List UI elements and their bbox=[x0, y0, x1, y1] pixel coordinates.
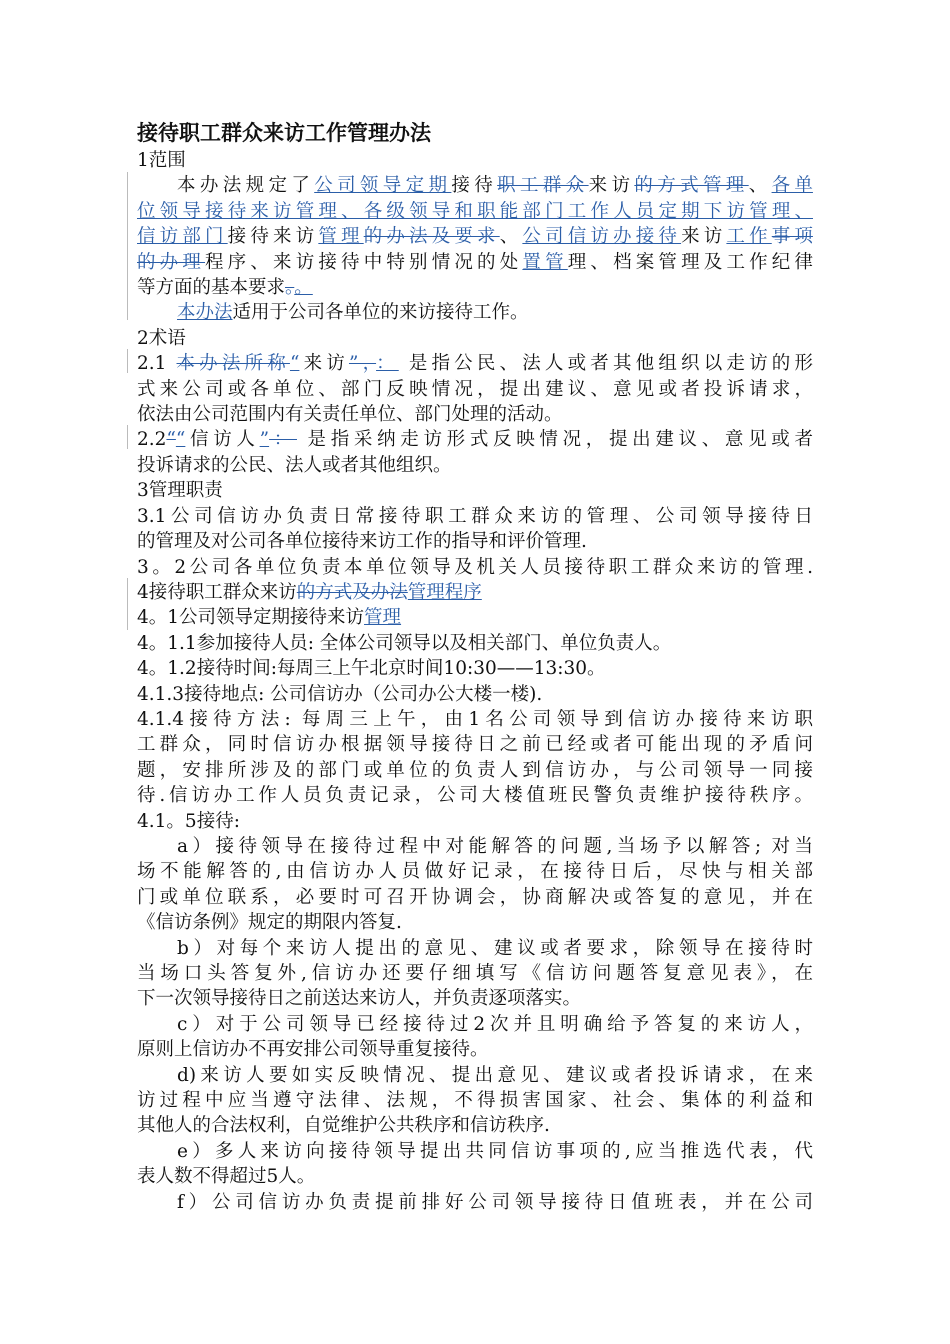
text-run: 原则上信访办不再安排公司领导重复接待。 bbox=[137, 1039, 489, 1061]
text-run: 4。1公司领导定期接待来访 bbox=[137, 607, 365, 629]
text-line bbox=[137, 504, 813, 529]
text-line bbox=[137, 300, 813, 325]
inserted-text: 本办法 bbox=[177, 302, 233, 324]
deleted-text: 的办法及要求 bbox=[363, 226, 500, 248]
inserted-text: 管理程序 bbox=[407, 581, 482, 603]
text-line bbox=[137, 656, 813, 681]
text-run: 2.2 bbox=[137, 429, 167, 451]
text-run: 投诉请求的公民、法人或者其他组织。 bbox=[137, 454, 452, 476]
section-heading bbox=[137, 148, 813, 173]
text-run: 式来公司或各单位、部门反映情况，提出建议、意见或者投诉请求， bbox=[137, 378, 813, 400]
text-run: c）对于公司领导已经接待过2次并且明确给予答复的来访人， bbox=[177, 1013, 813, 1035]
inserted-text: 置管 bbox=[522, 251, 568, 273]
text-line bbox=[137, 961, 813, 986]
revision-bar bbox=[127, 172, 128, 320]
text-run: 来访 bbox=[299, 353, 349, 375]
text-line bbox=[137, 427, 813, 452]
text-run: 4.1。5接待: bbox=[137, 810, 240, 832]
text-run: 的管理及对公司各单位接待来访工作的指导和评价管理. bbox=[137, 531, 587, 553]
text-run: 依法由公司范围内有关责任单位、部门处理的活动。 bbox=[137, 404, 563, 426]
deleted-text: 本办法所称 bbox=[176, 353, 290, 375]
text-line bbox=[137, 834, 813, 859]
text-line bbox=[137, 275, 813, 300]
deleted-text: 职工群众 bbox=[497, 175, 589, 197]
text-run: 、 bbox=[499, 226, 523, 248]
revision-bar bbox=[127, 349, 128, 373]
deleted-text: “ bbox=[166, 429, 176, 451]
text-run: 是指公民、法人或者其他组织以走访的形 bbox=[398, 353, 813, 375]
inserted-text: 公司领导定期 bbox=[314, 175, 452, 197]
text-run: 访过程中应当遵守法律、法规，不得损害国家、社会、集体的利益和 bbox=[137, 1090, 813, 1112]
text-line bbox=[137, 732, 813, 757]
text-line bbox=[137, 377, 813, 402]
inserted-text: 信访部门 bbox=[137, 226, 228, 248]
document-title: 接待职工群众来访工作管理办法 bbox=[137, 121, 431, 145]
text-line bbox=[137, 224, 813, 249]
section-heading bbox=[137, 326, 813, 351]
text-run: 2.1 bbox=[137, 353, 177, 375]
text-run: 其他人的合法权利，自觉维护公共秩序和信访秩序. bbox=[137, 1115, 550, 1137]
text-run: 、 bbox=[748, 175, 772, 197]
inserted-text: 管理 bbox=[364, 607, 402, 629]
text-line bbox=[137, 885, 813, 910]
text-line bbox=[137, 1012, 813, 1037]
section-heading bbox=[137, 478, 813, 503]
text-run: 接待来访 bbox=[227, 226, 319, 248]
text-run: 本办法规定了 bbox=[177, 175, 315, 197]
text-run: 程序、来访接待中特别情况的处 bbox=[205, 251, 523, 273]
text-line bbox=[137, 1139, 813, 1164]
text-line bbox=[137, 1190, 813, 1215]
text-run: 适用于公司各单位的来访接待工作。 bbox=[232, 302, 529, 324]
text-line bbox=[137, 199, 813, 224]
text-line bbox=[137, 758, 813, 783]
text-line bbox=[137, 783, 813, 808]
text-run: 表人数不得超过5人。 bbox=[137, 1166, 316, 1188]
deleted-text: ： bbox=[269, 429, 297, 451]
text-line bbox=[137, 707, 813, 732]
text-run: 门或单位联系，必要时可召开协调会，协商解决或答复的意见，并在 bbox=[137, 886, 813, 908]
text-run: d)来访人要如实反映情况、提出意见、建议或者投诉请求，在来 bbox=[177, 1064, 813, 1086]
text-line bbox=[137, 580, 813, 605]
text-line bbox=[137, 1037, 813, 1062]
text-run: 待.信访办工作人员负责记录，公司大楼值班民警负责维护接待秩序。 bbox=[137, 785, 813, 807]
inserted-text: 。 bbox=[294, 277, 313, 299]
text-line bbox=[137, 910, 813, 935]
text-run: 信访人 bbox=[185, 429, 260, 451]
text-line bbox=[137, 859, 813, 884]
text-line bbox=[137, 1113, 813, 1138]
text-run: 4.1.3接待地点: 公司信访办（公司办公大楼一楼). bbox=[137, 683, 543, 705]
text-line bbox=[137, 529, 813, 554]
inserted-text: 位领导接待来访管理、各级领导和职能部门工作人员定期下访管理、 bbox=[137, 200, 813, 222]
text-line bbox=[137, 605, 813, 630]
inserted-text: ： bbox=[376, 353, 399, 375]
text-run: 接待 bbox=[451, 175, 498, 197]
inserted-text: ” bbox=[259, 429, 270, 451]
text-run: 2术语 bbox=[137, 327, 186, 349]
text-run: 下一次领导接待日之前送达来访人，并负责逐项落实。 bbox=[137, 988, 582, 1010]
inserted-text: “ bbox=[175, 429, 186, 451]
text-run: 4接待职工群众来访 bbox=[137, 581, 297, 603]
text-line bbox=[137, 936, 813, 961]
deleted-text: 。 bbox=[285, 277, 295, 299]
text-run: 来访 bbox=[588, 175, 635, 197]
inserted-text: 工作 bbox=[726, 226, 772, 248]
deleted-text: 事项 bbox=[771, 226, 813, 248]
text-run: 3.1公司信访办负责日常接待职工群众来访的管理、公司领导接待日 bbox=[137, 505, 813, 527]
text-line bbox=[137, 453, 813, 478]
inserted-text: 公司信访办接待 bbox=[522, 226, 682, 248]
document-page bbox=[137, 118, 813, 1215]
text-line bbox=[137, 1088, 813, 1113]
text-run: 4。1.2接待时间:每周三上午北京时间10:30——13:30。 bbox=[137, 658, 606, 680]
inserted-text: 各单 bbox=[771, 175, 813, 197]
text-run: a）接待领导在接待过程中对能解答的问题,当场予以解答; 对当 bbox=[177, 835, 813, 857]
text-run: 3。2公司各单位负责本单位领导及机关人员接待职工群众来访的管理. bbox=[137, 556, 813, 578]
text-run: 是指采纳走访形式反映情况，提出建议、意见或者 bbox=[296, 429, 813, 451]
text-line bbox=[137, 555, 813, 580]
text-run: f）公司信访办负责提前排好公司领导接待日值班表，并在公司 bbox=[177, 1191, 813, 1213]
text-run: 《信访条例》规定的期限内答复. bbox=[137, 912, 402, 934]
text-line bbox=[137, 986, 813, 1011]
text-line bbox=[137, 631, 813, 656]
deleted-text: ”， bbox=[348, 353, 377, 375]
text-line bbox=[137, 402, 813, 427]
inserted-text: “ bbox=[289, 353, 300, 375]
text-line bbox=[137, 250, 813, 275]
text-line bbox=[137, 809, 813, 834]
revision-bar bbox=[127, 425, 128, 449]
revision-bar bbox=[127, 578, 128, 630]
text-run: 3管理职责 bbox=[137, 480, 223, 502]
text-run: 理、档案管理及工作纪律 bbox=[567, 251, 813, 273]
text-run: b）对每个来访人提出的意见、建议或者要求，除领导在接待时 bbox=[177, 937, 813, 959]
text-run: 题，安排所涉及的部门或单位的负责人到信访办，与公司领导一同接 bbox=[137, 759, 813, 781]
text-run: 等方面的基本要求 bbox=[137, 277, 286, 299]
deleted-text: 的办理 bbox=[137, 251, 206, 273]
text-line bbox=[137, 1164, 813, 1189]
deleted-text: 的方式管理 bbox=[634, 175, 749, 197]
deleted-text: 的方式及办法 bbox=[296, 581, 408, 603]
text-run: e）多人来访向接待领导提出共同信访事项的,应当推选代表，代 bbox=[177, 1140, 813, 1162]
text-run: 1范围 bbox=[137, 150, 186, 171]
text-line bbox=[137, 173, 813, 198]
text-line bbox=[137, 682, 813, 707]
text-line bbox=[137, 1063, 813, 1088]
document-body bbox=[137, 148, 813, 1215]
text-run: 4。1.1参加接待人员: 全体公司领导以及相关部门、单位负责人。 bbox=[137, 632, 672, 654]
text-run: 场不能解答的,由信访办人员做好记录，在接待日后，尽快与相关部 bbox=[137, 861, 813, 883]
text-line bbox=[137, 351, 813, 376]
text-run: 4.1.4接待方法: 每周三上午，由1名公司领导到信访办接待来访职 bbox=[137, 708, 813, 730]
text-run: 工群众，同时信访办根据领导接待日之前已经或者可能出现的矛盾问 bbox=[137, 734, 813, 756]
text-run: 当场口头答复外,信访办还要仔细填写《信访问题答复意见表》，在 bbox=[137, 963, 813, 984]
text-run: 来访 bbox=[681, 226, 727, 248]
inserted-text: 管理 bbox=[318, 226, 364, 248]
